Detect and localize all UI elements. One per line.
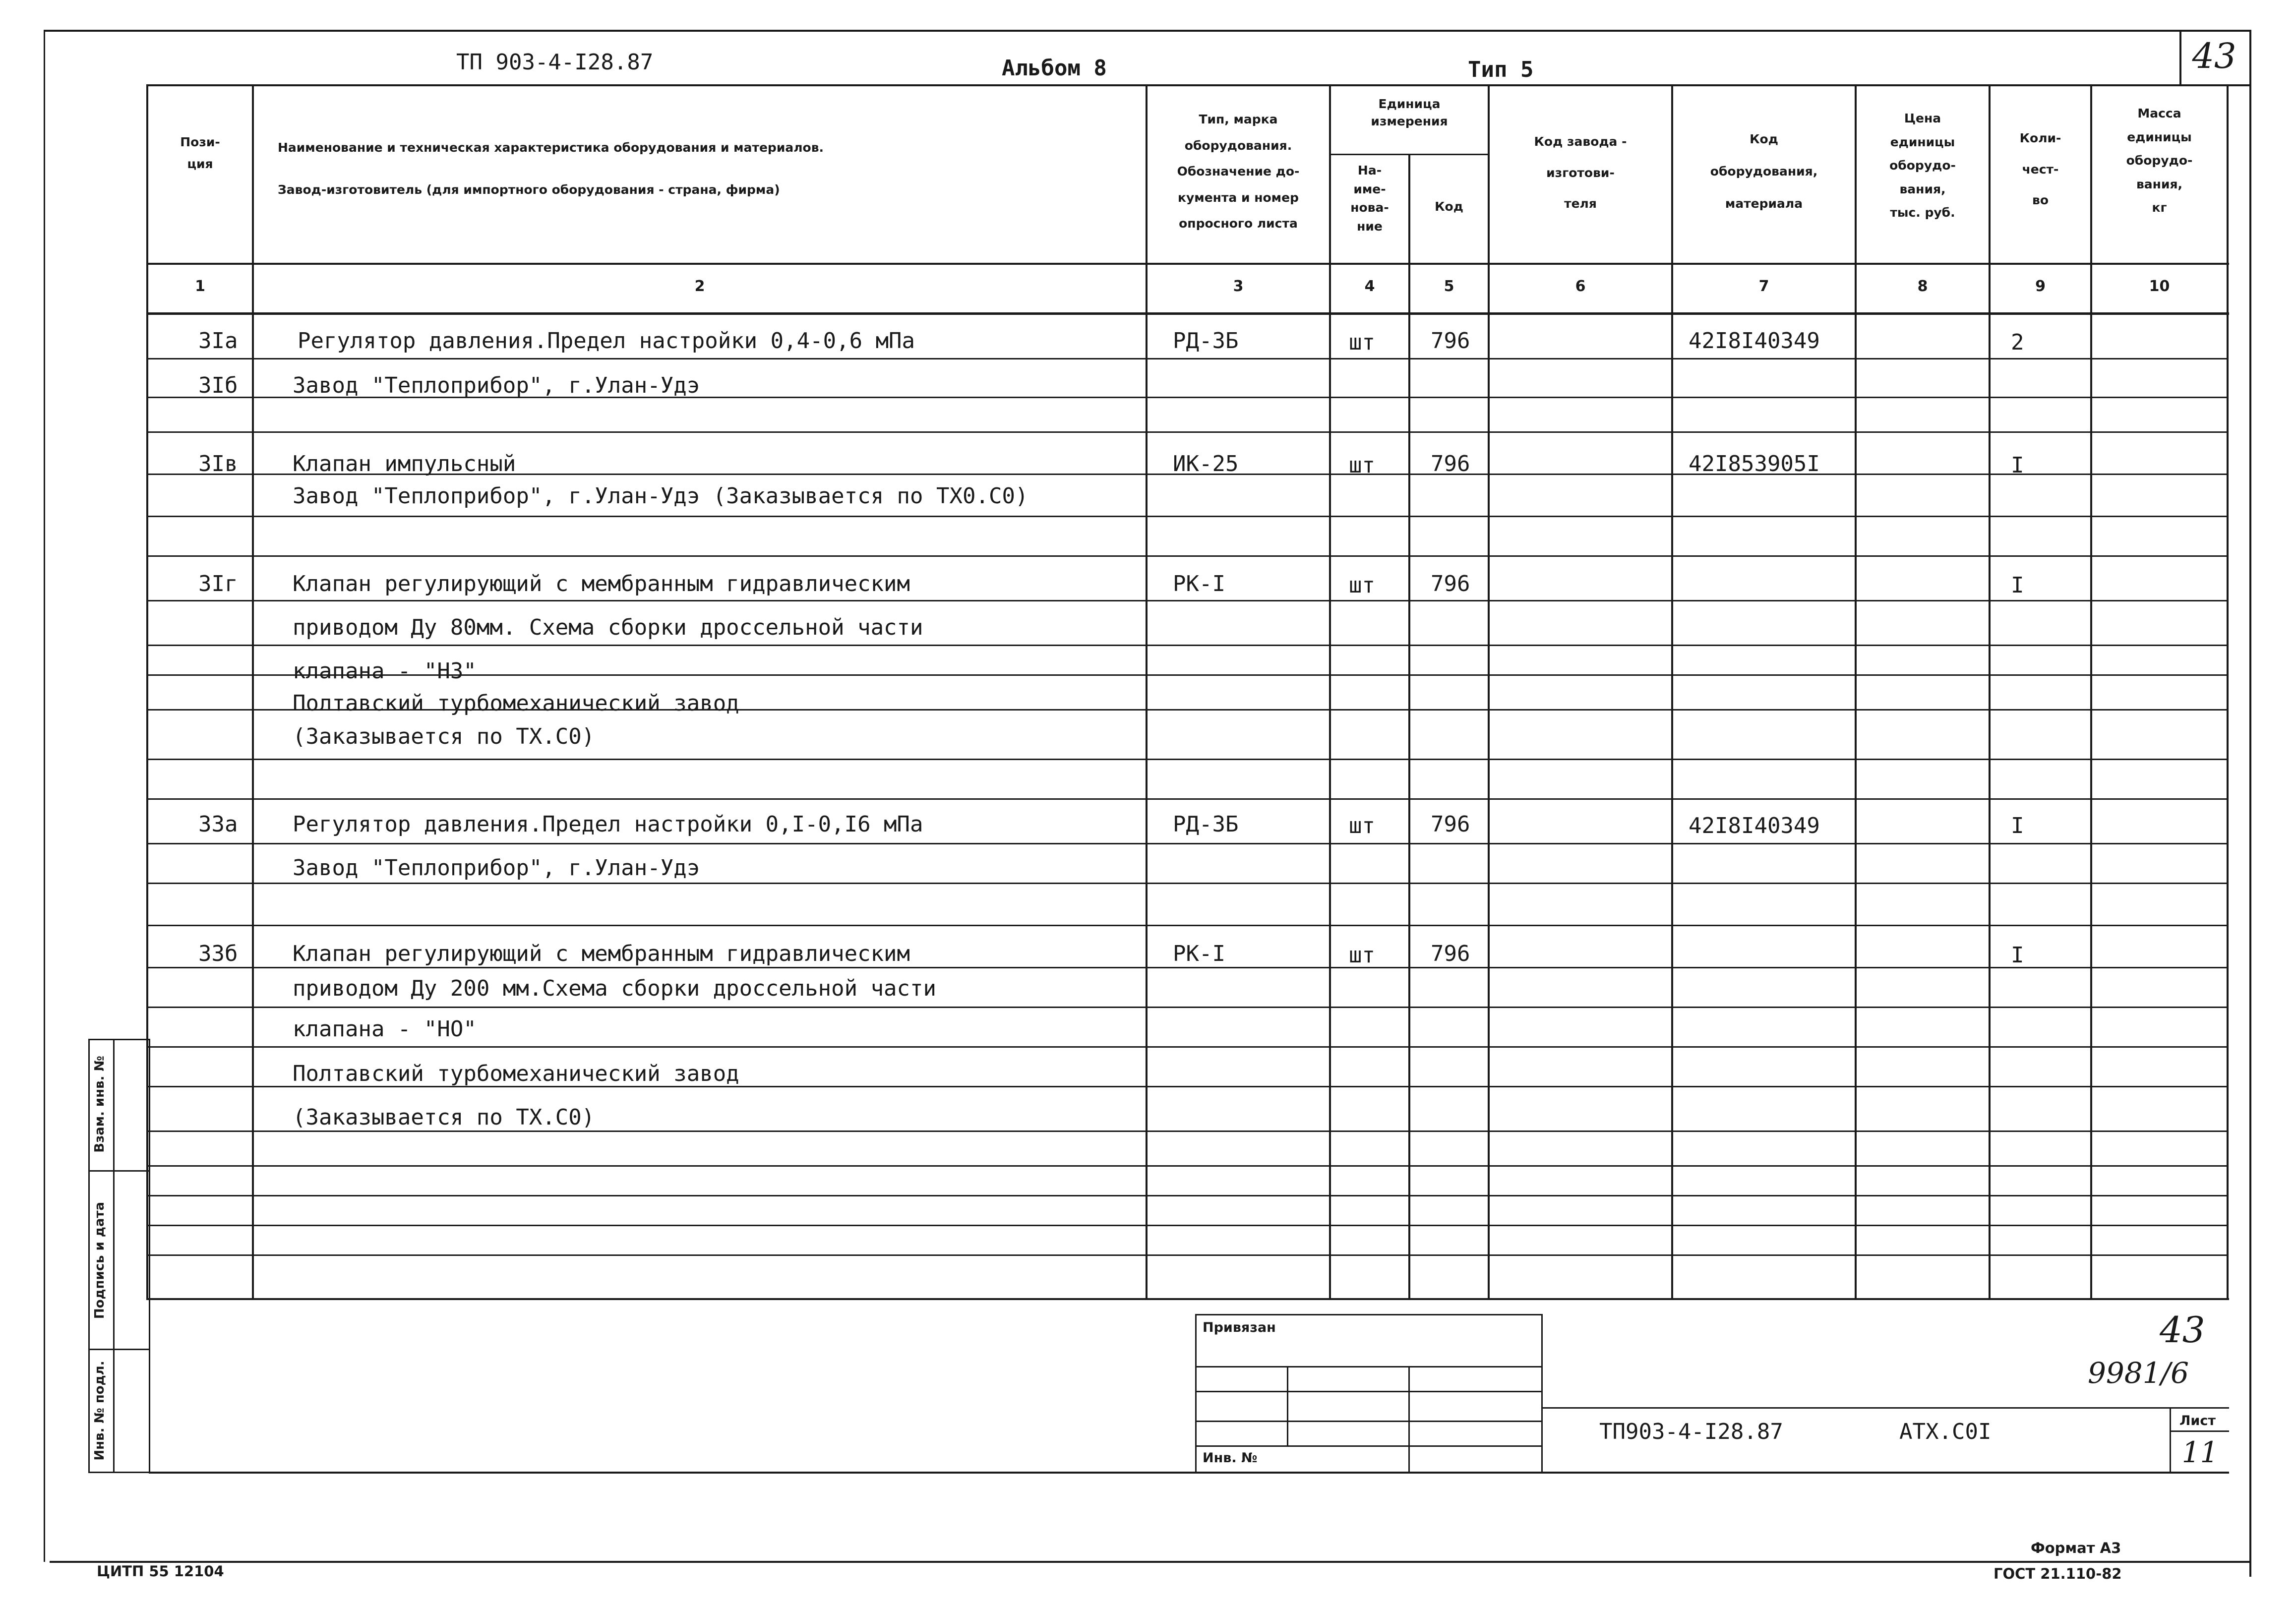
item-unit: шт [1349,943,1375,968]
item-position: 33б [198,941,238,966]
item-equip-code: 42I8I40349 [1689,813,1820,838]
item-description-line: (Заказывается по ТХ.С0) [293,724,595,749]
page-number-hand: 43 [2192,36,2236,76]
item-unit-code: 796 [1431,328,1470,354]
col-number-2: 2 [694,278,705,295]
footer-left-code: ЦИТП 55 12104 [97,1563,224,1580]
item-qty: 2 [2011,330,2024,355]
bound-right [1541,1314,1543,1473]
bound-top [1195,1314,1542,1315]
item-description-line: клапана - "НО" [293,1016,477,1042]
table-row-separator [148,431,2229,433]
col-number-9: 9 [2035,278,2046,295]
table-row-separator [148,843,2229,844]
table-row-separator [148,1165,2229,1167]
item-qty: I [2011,573,2024,598]
table-row-separator [148,600,2229,601]
col-number-1: 1 [195,278,205,295]
item-description-line: Регулятор давления.Предел настройки 0,I-0,I6 мПа [293,812,923,837]
stamp-sheet-split [2170,1430,2229,1432]
vline-3 [1329,84,1331,1299]
item-qty: I [2011,453,2024,478]
titleblock-top [149,1298,2229,1300]
item-position: 3Iг [198,571,238,596]
header-type: Тип, марка оборудования. Обозначение до- кумента и номер опросного листа [1177,112,1300,231]
col-number-4: 4 [1364,278,1375,295]
vline-0 [146,84,148,1299]
table-row-separator [148,358,2229,359]
item-description-line: Завод "Теплоприбор", г.Улан-Удэ [293,373,700,398]
item-type: РК-I [1173,941,1225,966]
table-row-separator [148,1046,2229,1048]
item-description-line: Клапан регулирующий с мембранным гидравлическим [293,941,910,966]
side-stamp-signature: Подпись и дата [92,1201,107,1319]
header-unit-name: На- име- нова- ние [1350,163,1389,234]
item-type: РД-3Б [1173,328,1239,354]
stamp-hand-reference: 9981/6 [2088,1356,2189,1390]
bound-h1 [1195,1366,1542,1367]
stamp-hand-number: 43 [2160,1309,2205,1351]
header-bottom-line [146,263,2229,265]
vline-7 [1855,84,1857,1299]
item-unit-code: 796 [1431,812,1470,837]
side-stamp-mid [113,1039,115,1473]
item-description-line: приводом Ду 200 мм.Схема сборки дроссельной части [293,976,937,1001]
item-unit: шт [1349,330,1375,355]
outer-frame-left [44,30,45,1562]
item-description-line: приводом Ду 80мм. Схема сборки дроссельной части [293,615,923,640]
table-row-separator [148,1130,2229,1132]
item-description-line: клапана - "НЗ" [293,658,477,684]
item-description-line: Регулятор давления.Предел настройки 0,4-0,6 мПа [298,328,915,354]
side-stamp-div1 [88,1170,149,1172]
type-label: Тип 5 [1468,57,1534,82]
side-stamp-right [149,1039,150,1473]
vline-5 [1488,84,1490,1299]
bound-h3 [1195,1421,1542,1422]
vline-6 [1671,84,1673,1299]
stamp-inv-label: Инв. № [1203,1450,1258,1466]
item-position: 33а [198,812,238,837]
footer-format: Формат А3 [2031,1540,2121,1556]
stamp-sheet-number: 11 [2181,1435,2219,1469]
col-number-6: 6 [1575,278,1586,295]
item-equip-code: 42I853905I [1689,451,1820,476]
item-unit: шт [1349,573,1375,598]
col-number-3: 3 [1233,278,1244,295]
header-unit-code: Код [1435,199,1463,214]
doc-code-top: ТП 903-4-I28.87 [456,50,654,75]
item-description-line: Клапан регулирующий с мембранным гидравлическим [293,571,910,596]
table-row-separator [148,516,2229,517]
footer-gost: ГОСТ 21.110-82 [1994,1565,2122,1582]
item-type: ИК-25 [1173,451,1239,476]
stamp-sheet-label: Лист [2179,1413,2216,1428]
titleblock-bottom [149,1472,2229,1474]
side-stamp-replaced: Взам. инв. № [92,1056,107,1153]
bound-v2 [1408,1366,1410,1473]
vline-1 [252,84,254,1299]
col-number-8: 8 [1917,278,1928,295]
header-equip-code: Код оборудования, материала [1710,132,1818,211]
item-qty: I [2011,813,2024,838]
header-name: Наименование и техническая характеристика оборудования и материалов. Завод-изготовитель (для импортного оборудования - страна, фирма) [278,140,824,197]
table-row-separator [148,759,2229,760]
header-plant-code: Код завода - изготови- теля [1534,134,1627,211]
header-price: Цена единицы оборудо- вания, тыс. руб. [1889,111,1956,220]
item-description-line: (Заказывается по ТХ.С0) [293,1105,595,1130]
item-description-line: Завод "Теплоприбор", г.Улан-Удэ [293,855,700,881]
table-row-separator [148,555,2229,557]
bound-h2 [1195,1391,1542,1392]
item-unit-code: 796 [1431,571,1470,596]
unit-group-split [1329,154,1488,155]
vline-10 [2227,84,2229,1299]
numbers-bottom-line [146,312,2229,315]
stamp-code-right: АТХ.С0I [1899,1419,1992,1444]
col-number-10: 10 [2149,278,2170,295]
item-type: РК-I [1173,571,1225,596]
table-row-separator [148,1254,2229,1256]
vline-2 [1146,84,1148,1299]
item-description-line: Клапан импульсный [293,451,516,476]
bound-h4 [1195,1445,1542,1447]
table-row-separator [148,1007,2229,1008]
album-label: Альбом 8 [1002,56,1107,81]
item-description-line: Полтавский турбомеханический завод [293,1061,739,1086]
side-stamp-left [88,1039,90,1473]
col-number-5: 5 [1444,278,1454,295]
outer-frame-top [44,30,2251,32]
table-row-separator [148,1195,2229,1196]
table-top-line [146,84,2229,86]
outer-frame-right [2249,30,2251,1577]
item-unit-code: 796 [1431,451,1470,476]
table-row-separator [148,798,2229,800]
col-number-7: 7 [1758,278,1769,295]
header-mass: Масса единицы оборудо- вания, кг [2126,106,2193,215]
bound-v1 [1287,1366,1288,1445]
stamp-main-top [1542,1407,2229,1409]
vline-4 [1408,154,1410,1299]
bound-left [1195,1314,1197,1473]
item-position: 3Iб [198,373,238,398]
side-stamp-orig-inv: Инв. № подл. [92,1361,107,1461]
item-unit: шт [1349,813,1375,838]
table-row-separator [148,883,2229,884]
table-row-separator [148,1225,2229,1226]
header-qty: Коли- чест- во [2019,131,2061,207]
table-row-separator [148,645,2229,646]
vline-8 [1989,84,1991,1299]
item-type: РД-3Б [1173,812,1239,837]
table-row-separator [148,925,2229,926]
table-row-separator [148,967,2229,968]
item-qty: I [2011,943,2024,968]
item-position: 3Iа [198,328,238,354]
item-description-line: Завод "Теплоприбор", г.Улан-Удэ (Заказывается по ТХ0.С0) [293,483,1028,509]
stamp-code-left: ТП903-4-I28.87 [1599,1419,1783,1444]
header-position: Пози- ция [180,135,220,171]
item-description-line: Полтавский турбомеханический завод [293,691,739,716]
item-position: 3Iв [198,451,238,476]
outer-frame-bottom [50,1561,2249,1563]
item-unit: шт [1349,453,1375,478]
item-equip-code: 42I8I40349 [1689,328,1820,354]
stamp-bound-label: Привязан [1203,1320,1276,1335]
vline-9 [2090,84,2092,1299]
header-unit-group: Единица измерения [1371,97,1448,128]
item-unit-code: 796 [1431,941,1470,966]
